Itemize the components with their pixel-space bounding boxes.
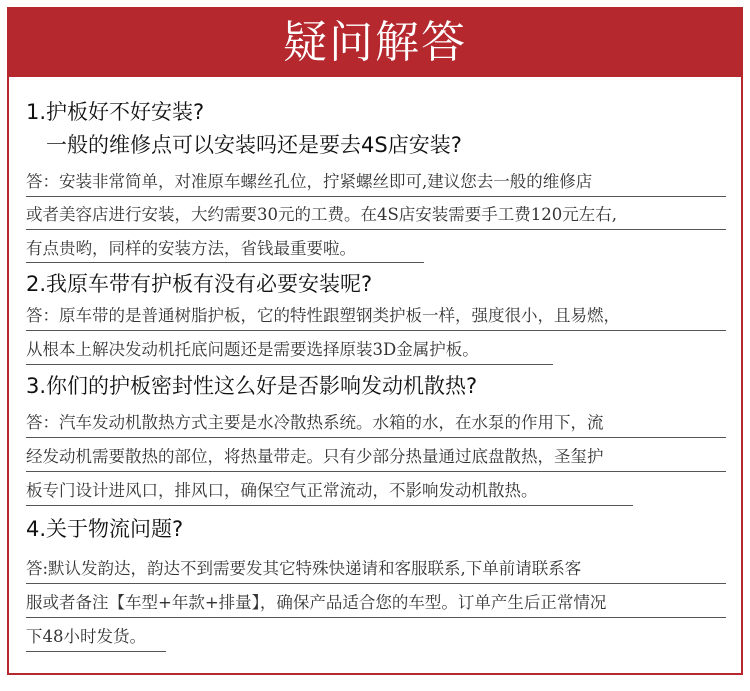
faq-4-underline-1	[26, 583, 726, 584]
faq-2-underline-1	[26, 330, 726, 331]
faq-1-underline-3	[26, 262, 424, 263]
faq-4-answer-line-2: 服或者备注【车型+年款+排量】，确保产品适合您的车型。订单产生后正常情况	[26, 593, 607, 612]
faq-1-question-line-2: 一般的维修点可以安装吗还是要去4S店安装?	[46, 133, 462, 157]
faq-1-answer-line-1: 答：安装非常简单，对准原车螺丝孔位，拧紧螺丝即可,建议您去一般的维修店	[26, 172, 593, 191]
faq-3-answer-line-2: 经发动机需要散热的部位，将热量带走。只有少部分热量通过底盘散热，圣玺护	[26, 447, 604, 466]
faq-2-answer-line-2: 从根本上解决发动机托底问题还是需要选择原装3D金属护板。	[26, 340, 479, 359]
faq-1-answer-line-3: 有点贵哟，同样的安装方法，省钱最重要啦。	[26, 239, 356, 258]
faq-3-answer-line-1: 答：汽车发动机散热方式主要是水冷散热系统。水箱的水，在水泵的作用下，流	[26, 413, 604, 432]
faq-4-underline-3	[26, 651, 166, 652]
faq-1-underline-1	[26, 196, 726, 197]
faq-2-question: 2.我原车带有护板有没有必要安装呢?	[26, 272, 373, 296]
faq-3-underline-3	[26, 505, 633, 506]
faq-4-question: 4.关于物流问题?	[26, 517, 184, 541]
faq-2-answer-line-1: 答：原车带的是普通树脂护板，它的特性跟塑钢类护板一样，强度很小，且易燃，	[26, 306, 620, 325]
faq-3-question: 3.你们的护板密封性这么好是否影响发动机散热?	[26, 374, 478, 398]
faq-4-underline-2	[26, 617, 726, 618]
faq-3-answer-line-3: 板专门设计进风口，排风口，确保空气正常流动，不影响发动机散热。	[26, 481, 538, 500]
faq-3-underline-1	[26, 437, 726, 438]
faq-4-answer-line-1: 答:默认发韵达，韵达不到需要发其它特殊快递请和客服联系,下单前请联系客	[26, 559, 582, 578]
faq-4-answer-line-3: 下48小时发货。	[26, 627, 146, 646]
faq-1-question: 1.护板好不好安装?	[26, 100, 205, 124]
page-title: 疑问解答	[283, 17, 467, 68]
header-banner	[9, 9, 741, 77]
faq-2-underline-2	[26, 364, 553, 365]
faq-3-underline-2	[26, 471, 726, 472]
faq-1-answer-line-2: 或者美容店进行安装，大约需要30元的工费。在4S店安装需要手工费120元左右,	[26, 205, 618, 224]
faq-1-underline-2	[26, 229, 726, 230]
